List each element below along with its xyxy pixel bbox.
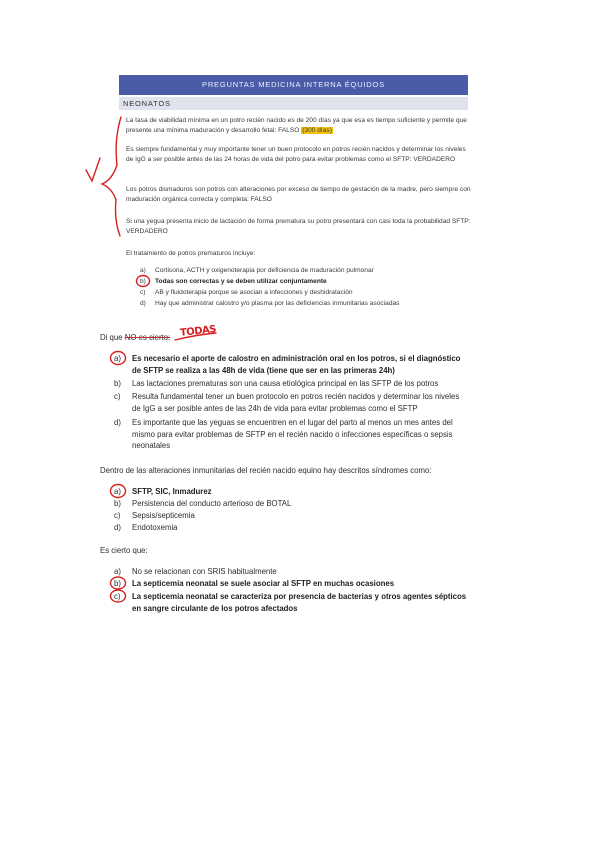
question-is-true: Es cierto que: xyxy=(100,546,148,555)
section-title: NEONATOS xyxy=(119,97,468,110)
answer-circle xyxy=(111,577,126,589)
answer-circle xyxy=(137,276,150,287)
question-premature-treatment: El tratamiento de potros prematuros incluye: xyxy=(126,250,256,257)
bracket-mark xyxy=(102,117,121,236)
answer-circle xyxy=(111,590,126,602)
statement-4: Si una yegua presenta inicio de lactación de forma prematura su potro presentará con casi toda la probabilidad SFTP: VERDADERO xyxy=(126,218,471,235)
question-not-true: Di que NO es cierto: xyxy=(100,333,171,342)
underline-mark xyxy=(175,333,216,340)
document-header: PREGUNTAS MEDICINA INTERNA ÉQUIDOS xyxy=(119,75,468,95)
check-mark xyxy=(86,158,100,181)
statement-2: Es siempre fundamental y muy importante tener un buen protocolo en potros recién nacidos y determinar los niveles de IgG a ser posible antes de las 24 horas de vida del potro para evitar problemas como el SFTP: VERDADERO xyxy=(126,146,466,163)
answer-circle xyxy=(111,352,126,365)
statement-3: Los potros dismaduros son potros con alteraciones por exceso de tiempo de gestación de la madre, pero siempre con maduración orgánica correcta y completa: FALSO xyxy=(126,186,471,203)
statement-1: La tasa de viabilidad mínima en un potro recién nacido es de 200 días ya que esa es tiempo suficiente y permite que presente una mínima maduración y desarrollo fetal: FALSO (300 días) xyxy=(126,117,467,134)
highlighted-answer: (300 días) xyxy=(302,127,332,134)
handwritten-note: TODAS xyxy=(179,324,217,339)
answer-circle xyxy=(111,485,126,498)
question-immune-syndromes: Dentro de las alteraciones inmunitarias del recién nacido equino hay descritos síndromes como: xyxy=(100,466,432,475)
